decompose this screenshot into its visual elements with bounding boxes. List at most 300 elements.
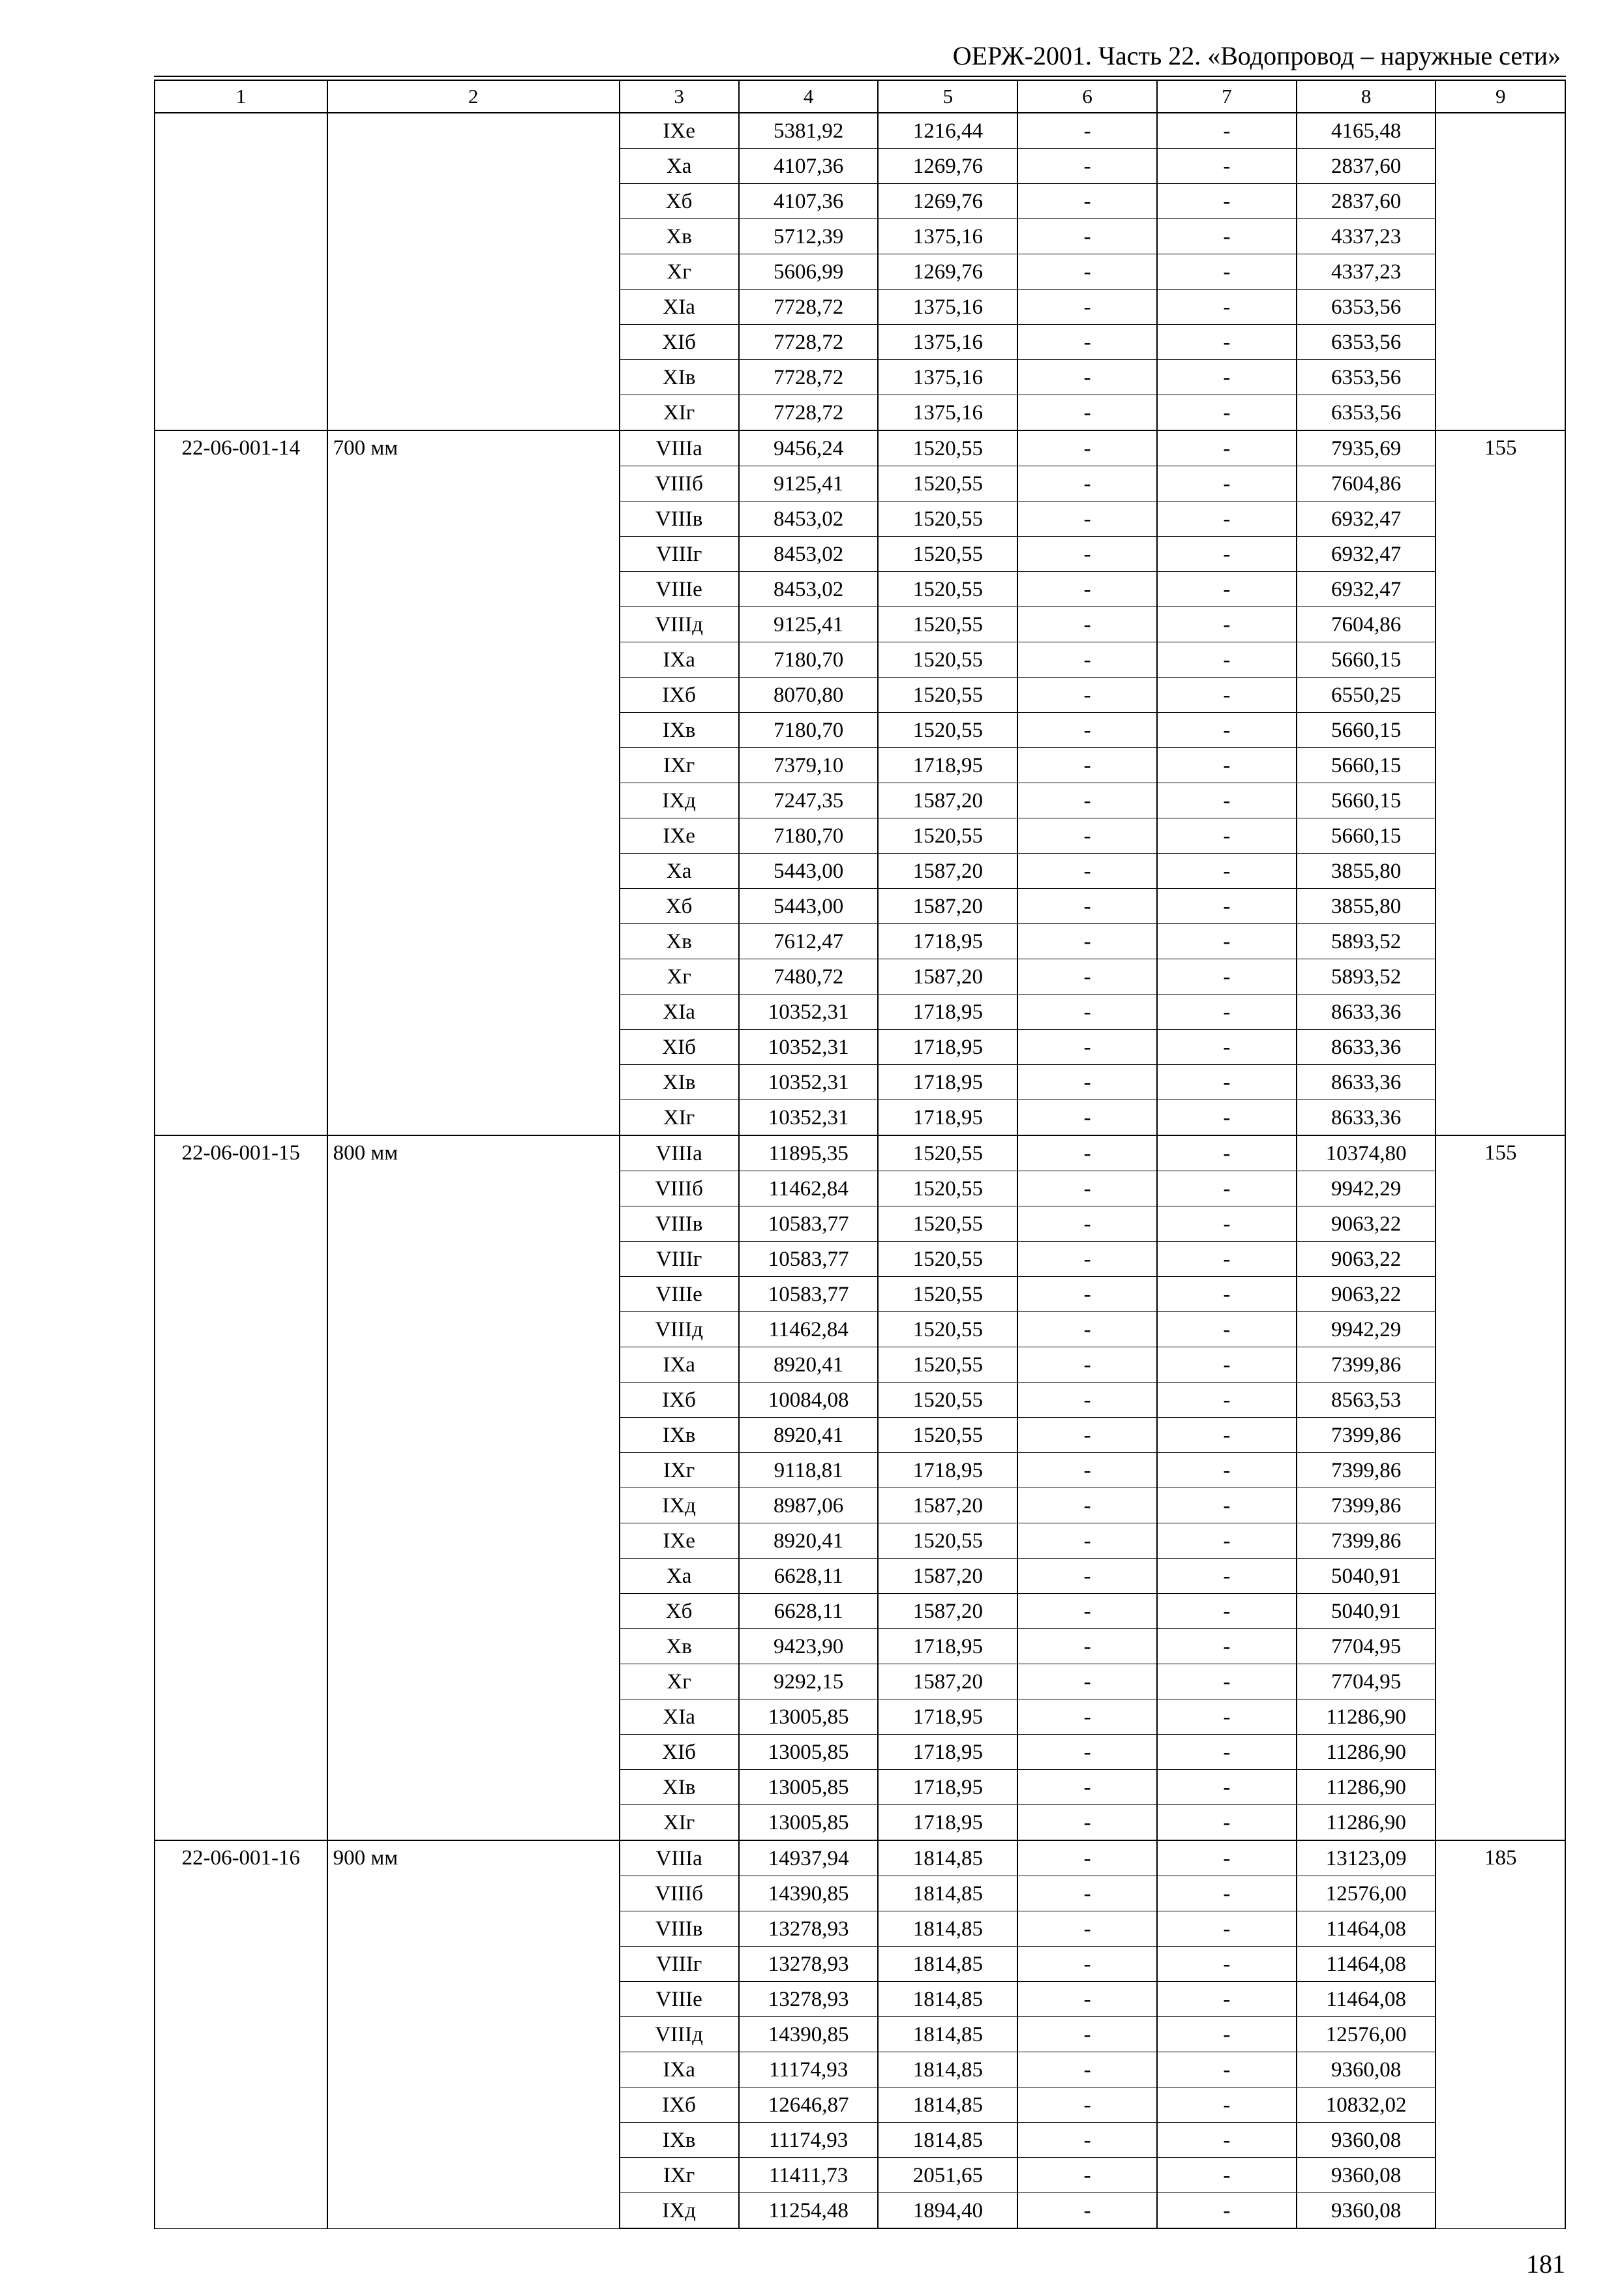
total-cost-cell: 5606,99 (739, 254, 879, 290)
materials-cell: 11464,08 (1297, 1947, 1436, 1982)
column-number: 2 (327, 80, 620, 113)
machines-cell: - (1017, 395, 1157, 431)
machines-cell: - (1017, 1383, 1157, 1418)
materials-cell: 5660,15 (1297, 748, 1436, 783)
wages-cell: 1718,95 (878, 1453, 1017, 1488)
rate-code-cell: 22-06-001-16 (155, 1840, 327, 2228)
driver-wages-cell: - (1157, 1242, 1297, 1277)
machines-cell: - (1017, 501, 1157, 537)
driver-wages-cell: - (1157, 1523, 1297, 1559)
wages-cell: 1520,55 (878, 572, 1017, 607)
total-cost-cell: 9125,41 (739, 466, 879, 501)
materials-cell: 4337,23 (1297, 254, 1436, 290)
total-cost-cell: 7180,70 (739, 713, 879, 748)
total-cost-cell: 11462,84 (739, 1171, 879, 1206)
materials-cell: 12576,00 (1297, 2017, 1436, 2052)
machines-cell: - (1017, 360, 1157, 395)
wages-cell: 1216,44 (878, 113, 1017, 149)
wages-cell: 1718,95 (878, 924, 1017, 959)
zone-cell: VIIIб (620, 466, 739, 501)
zone-cell: IXд (620, 1488, 739, 1523)
machines-cell: - (1017, 959, 1157, 995)
driver-wages-cell: - (1157, 113, 1297, 149)
total-cost-cell: 11411,73 (739, 2158, 879, 2193)
rate-name-cell: 700 мм (327, 430, 620, 1135)
machines-cell: - (1017, 1347, 1157, 1383)
machines-cell: - (1017, 184, 1157, 219)
driver-wages-cell: - (1157, 1206, 1297, 1242)
total-cost-cell: 7247,35 (739, 783, 879, 818)
machines-cell: - (1017, 1805, 1157, 1841)
machines-cell: - (1017, 1418, 1157, 1453)
zone-cell: Xб (620, 1594, 739, 1629)
materials-cell: 6353,56 (1297, 325, 1436, 360)
wages-cell: 1587,20 (878, 959, 1017, 995)
zone-cell: IXв (620, 2123, 739, 2158)
machines-cell: - (1017, 219, 1157, 254)
total-cost-cell: 5381,92 (739, 113, 879, 149)
zone-cell: IXe (620, 113, 739, 149)
materials-cell: 7935,69 (1297, 430, 1436, 466)
wages-cell: 1520,55 (878, 501, 1017, 537)
wages-cell: 1269,76 (878, 254, 1017, 290)
materials-cell: 8633,36 (1297, 1065, 1436, 1100)
driver-wages-cell: - (1157, 959, 1297, 995)
column-number: 1 (155, 80, 327, 113)
driver-wages-cell: - (1157, 1065, 1297, 1100)
header-title: ОЕРЖ-2001. Часть 22. «Водопровод – наружные сети» (952, 41, 1561, 70)
total-cost-cell: 14937,94 (739, 1840, 879, 1876)
wages-cell: 2051,65 (878, 2158, 1017, 2193)
column-number-row (155, 80, 1565, 113)
zone-cell: XIв (620, 1770, 739, 1805)
zone-cell: XIг (620, 1100, 739, 1136)
machines-cell: - (1017, 1277, 1157, 1312)
wages-cell: 1520,55 (878, 1171, 1017, 1206)
total-cost-cell: 13005,85 (739, 1735, 879, 1770)
driver-wages-cell: - (1157, 1100, 1297, 1136)
total-cost-cell: 7728,72 (739, 395, 879, 431)
total-cost-cell: 7480,72 (739, 959, 879, 995)
machines-cell: - (1017, 607, 1157, 642)
total-cost-cell: 7180,70 (739, 818, 879, 854)
total-cost-cell: 5443,00 (739, 854, 879, 889)
machines-cell: - (1017, 2158, 1157, 2193)
driver-wages-cell: - (1157, 1629, 1297, 1664)
wages-cell: 1587,20 (878, 1559, 1017, 1594)
total-cost-cell: 10352,31 (739, 1100, 879, 1136)
total-cost-cell: 14390,85 (739, 1876, 879, 1911)
wages-cell: 1520,55 (878, 1206, 1017, 1242)
wages-cell: 1520,55 (878, 1242, 1017, 1277)
machines-cell: - (1017, 325, 1157, 360)
wages-cell: 1587,20 (878, 854, 1017, 889)
machines-cell: - (1017, 642, 1157, 678)
wages-cell: 1587,20 (878, 1488, 1017, 1523)
materials-cell: 7399,86 (1297, 1418, 1436, 1453)
materials-cell: 7604,86 (1297, 607, 1436, 642)
zone-cell: XIб (620, 325, 739, 360)
machines-cell: - (1017, 1629, 1157, 1664)
total-cost-cell: 9125,41 (739, 607, 879, 642)
driver-wages-cell: - (1157, 1699, 1297, 1735)
total-cost-cell: 8453,02 (739, 501, 879, 537)
zone-cell: VIIIa (620, 1135, 739, 1171)
machines-cell: - (1017, 854, 1157, 889)
materials-cell: 6353,56 (1297, 395, 1436, 431)
driver-wages-cell: - (1157, 1735, 1297, 1770)
wages-cell: 1718,95 (878, 995, 1017, 1030)
rate-name-cell (327, 113, 620, 430)
driver-wages-cell: - (1157, 2158, 1297, 2193)
machines-cell: - (1017, 1559, 1157, 1594)
zone-cell: XIa (620, 995, 739, 1030)
zone-cell: VIIIe (620, 1982, 739, 2017)
zone-cell: XIв (620, 1065, 739, 1100)
wages-cell: 1814,85 (878, 1982, 1017, 2017)
machines-cell: - (1017, 537, 1157, 572)
wages-cell: 1520,55 (878, 1312, 1017, 1347)
materials-cell: 7604,86 (1297, 466, 1436, 501)
materials-cell: 5660,15 (1297, 818, 1436, 854)
page-header (154, 39, 1566, 72)
materials-cell: 4337,23 (1297, 219, 1436, 254)
rate-name-cell: 800 мм (327, 1135, 620, 1840)
wages-cell: 1269,76 (878, 184, 1017, 219)
wages-cell: 1814,85 (878, 2123, 1017, 2158)
materials-cell: 11464,08 (1297, 1911, 1436, 1947)
materials-cell: 7399,86 (1297, 1488, 1436, 1523)
driver-wages-cell: - (1157, 572, 1297, 607)
machines-cell: - (1017, 430, 1157, 466)
driver-wages-cell: - (1157, 1805, 1297, 1841)
driver-wages-cell: - (1157, 1418, 1297, 1453)
machines-cell: - (1017, 1065, 1157, 1100)
materials-cell: 6932,47 (1297, 537, 1436, 572)
materials-cell: 5893,52 (1297, 959, 1436, 995)
zone-cell: IXa (620, 2052, 739, 2087)
wages-cell: 1520,55 (878, 713, 1017, 748)
wages-cell: 1375,16 (878, 360, 1017, 395)
zone-cell: Xг (620, 1664, 739, 1699)
wages-cell: 1814,85 (878, 1911, 1017, 1947)
driver-wages-cell: - (1157, 325, 1297, 360)
machines-cell: - (1017, 1876, 1157, 1911)
zone-cell: VIIIг (620, 1947, 739, 1982)
wages-cell: 1718,95 (878, 1629, 1017, 1664)
zone-cell: XIa (620, 1699, 739, 1735)
wages-cell: 1814,85 (878, 1840, 1017, 1876)
machines-cell: - (1017, 1947, 1157, 1982)
total-cost-cell: 7728,72 (739, 360, 879, 395)
driver-wages-cell: - (1157, 537, 1297, 572)
zone-cell: Xa (620, 854, 739, 889)
driver-wages-cell: - (1157, 1559, 1297, 1594)
total-cost-cell: 7379,10 (739, 748, 879, 783)
wages-cell: 1814,85 (878, 1947, 1017, 1982)
zone-cell: VIIIг (620, 1242, 739, 1277)
total-cost-cell: 4107,36 (739, 149, 879, 184)
zone-cell: IXa (620, 642, 739, 678)
wages-cell: 1520,55 (878, 537, 1017, 572)
driver-wages-cell: - (1157, 290, 1297, 325)
zone-cell: Xб (620, 184, 739, 219)
driver-wages-cell: - (1157, 254, 1297, 290)
total-cost-cell: 10352,31 (739, 995, 879, 1030)
materials-cell: 10374,80 (1297, 1135, 1436, 1171)
wages-cell: 1520,55 (878, 642, 1017, 678)
zone-cell: VIIIб (620, 1171, 739, 1206)
total-cost-cell: 6628,11 (739, 1559, 879, 1594)
zone-cell: IXб (620, 678, 739, 713)
materials-cell: 11464,08 (1297, 1982, 1436, 2017)
rate-code-cell: 22-06-001-15 (155, 1135, 327, 1840)
driver-wages-cell: - (1157, 818, 1297, 854)
zone-cell: XIa (620, 290, 739, 325)
materials-cell: 8563,53 (1297, 1383, 1436, 1418)
zone-cell: Xг (620, 959, 739, 995)
wages-cell: 1375,16 (878, 325, 1017, 360)
materials-cell: 6550,25 (1297, 678, 1436, 713)
total-cost-cell: 13005,85 (739, 1770, 879, 1805)
driver-wages-cell: - (1157, 854, 1297, 889)
total-cost-cell: 13278,93 (739, 1982, 879, 2017)
wages-cell: 1894,40 (878, 2193, 1017, 2229)
materials-cell: 5893,52 (1297, 924, 1436, 959)
driver-wages-cell: - (1157, 149, 1297, 184)
driver-wages-cell: - (1157, 184, 1297, 219)
zone-cell: XIг (620, 1805, 739, 1841)
total-cost-cell: 11462,84 (739, 1312, 879, 1347)
wages-cell: 1375,16 (878, 395, 1017, 431)
wages-cell: 1520,55 (878, 1383, 1017, 1418)
wages-cell: 1718,95 (878, 1699, 1017, 1735)
wages-cell: 1814,85 (878, 1876, 1017, 1911)
wages-cell: 1269,76 (878, 149, 1017, 184)
machines-cell: - (1017, 924, 1157, 959)
total-cost-cell: 4107,36 (739, 184, 879, 219)
zone-cell: Xг (620, 254, 739, 290)
machines-cell: - (1017, 1030, 1157, 1065)
materials-cell: 7704,95 (1297, 1629, 1436, 1664)
rate-name-cell: 900 мм (327, 1840, 620, 2228)
machines-cell: - (1017, 1242, 1157, 1277)
total-cost-cell: 11895,35 (739, 1135, 879, 1171)
zone-cell: IXe (620, 1523, 739, 1559)
zone-cell: VIIIб (620, 1876, 739, 1911)
total-cost-cell: 10583,77 (739, 1242, 879, 1277)
wages-cell: 1520,55 (878, 430, 1017, 466)
zone-cell: Xв (620, 219, 739, 254)
driver-wages-cell: - (1157, 1840, 1297, 1876)
zone-cell: VIIIв (620, 1911, 739, 1947)
wages-cell: 1814,85 (878, 2017, 1017, 2052)
driver-wages-cell: - (1157, 430, 1297, 466)
total-cost-cell: 5712,39 (739, 219, 879, 254)
wages-cell: 1520,55 (878, 1135, 1017, 1171)
driver-wages-cell: - (1157, 2087, 1297, 2123)
labor-cell: 155 (1436, 1135, 1565, 1840)
driver-wages-cell: - (1157, 1770, 1297, 1805)
machines-cell: - (1017, 1523, 1157, 1559)
wages-cell: 1587,20 (878, 1594, 1017, 1629)
driver-wages-cell: - (1157, 1876, 1297, 1911)
materials-cell: 6932,47 (1297, 572, 1436, 607)
wages-cell: 1718,95 (878, 748, 1017, 783)
total-cost-cell: 10352,31 (739, 1065, 879, 1100)
driver-wages-cell: - (1157, 1488, 1297, 1523)
total-cost-cell: 11174,93 (739, 2052, 879, 2087)
driver-wages-cell: - (1157, 2193, 1297, 2229)
machines-cell: - (1017, 713, 1157, 748)
column-number: 5 (878, 80, 1017, 113)
zone-cell: IXд (620, 2193, 739, 2229)
zone-cell: Xa (620, 149, 739, 184)
materials-cell: 7399,86 (1297, 1453, 1436, 1488)
driver-wages-cell: - (1157, 1135, 1297, 1171)
driver-wages-cell: - (1157, 360, 1297, 395)
materials-cell: 8633,36 (1297, 995, 1436, 1030)
materials-cell: 11286,90 (1297, 1699, 1436, 1735)
driver-wages-cell: - (1157, 2052, 1297, 2087)
machines-cell: - (1017, 113, 1157, 149)
wages-cell: 1520,55 (878, 607, 1017, 642)
wages-cell: 1718,95 (878, 1030, 1017, 1065)
machines-cell: - (1017, 1171, 1157, 1206)
rate-code-cell: 22-06-001-14 (155, 430, 327, 1135)
labor-cell: 155 (1436, 430, 1565, 1135)
total-cost-cell: 10583,77 (739, 1277, 879, 1312)
materials-cell: 13123,09 (1297, 1840, 1436, 1876)
driver-wages-cell: - (1157, 1171, 1297, 1206)
column-number: 8 (1297, 80, 1436, 113)
machines-cell: - (1017, 572, 1157, 607)
materials-cell: 6932,47 (1297, 501, 1436, 537)
driver-wages-cell: - (1157, 889, 1297, 924)
machines-cell: - (1017, 2052, 1157, 2087)
wages-cell: 1375,16 (878, 219, 1017, 254)
driver-wages-cell: - (1157, 1347, 1297, 1383)
wages-cell: 1520,55 (878, 1277, 1017, 1312)
zone-cell: IXг (620, 748, 739, 783)
total-cost-cell: 10583,77 (739, 1206, 879, 1242)
zone-cell: Xв (620, 924, 739, 959)
driver-wages-cell: - (1157, 1383, 1297, 1418)
table-row (155, 1135, 1565, 1171)
driver-wages-cell: - (1157, 713, 1297, 748)
machines-cell: - (1017, 2087, 1157, 2123)
total-cost-cell: 9118,81 (739, 1453, 879, 1488)
driver-wages-cell: - (1157, 2017, 1297, 2052)
labor-cell (1436, 113, 1565, 430)
materials-cell: 9063,22 (1297, 1242, 1436, 1277)
driver-wages-cell: - (1157, 995, 1297, 1030)
materials-cell: 2837,60 (1297, 184, 1436, 219)
driver-wages-cell: - (1157, 678, 1297, 713)
wages-cell: 1718,95 (878, 1770, 1017, 1805)
materials-cell: 6353,56 (1297, 360, 1436, 395)
table-row (155, 430, 1565, 466)
wages-cell: 1587,20 (878, 889, 1017, 924)
zone-cell: XIв (620, 360, 739, 395)
materials-cell: 10832,02 (1297, 2087, 1436, 2123)
column-number: 6 (1017, 80, 1157, 113)
total-cost-cell: 5443,00 (739, 889, 879, 924)
total-cost-cell: 8453,02 (739, 572, 879, 607)
zone-cell: IXг (620, 2158, 739, 2193)
driver-wages-cell: - (1157, 1982, 1297, 2017)
zone-cell: XIг (620, 395, 739, 431)
labor-cell: 185 (1436, 1840, 1565, 2228)
zone-cell: VIIIд (620, 2017, 739, 2052)
wages-cell: 1587,20 (878, 1664, 1017, 1699)
total-cost-cell: 13278,93 (739, 1947, 879, 1982)
machines-cell: - (1017, 818, 1157, 854)
materials-cell: 9063,22 (1297, 1277, 1436, 1312)
machines-cell: - (1017, 995, 1157, 1030)
header-rule-thick (154, 76, 1566, 77)
zone-cell: VIIIe (620, 1277, 739, 1312)
wages-cell: 1587,20 (878, 783, 1017, 818)
machines-cell: - (1017, 783, 1157, 818)
driver-wages-cell: - (1157, 2123, 1297, 2158)
materials-cell: 6353,56 (1297, 290, 1436, 325)
total-cost-cell: 11254,48 (739, 2193, 879, 2229)
total-cost-cell: 9292,15 (739, 1664, 879, 1699)
rate-code-cell (155, 113, 327, 430)
driver-wages-cell: - (1157, 1664, 1297, 1699)
driver-wages-cell: - (1157, 1277, 1297, 1312)
zone-cell: XIб (620, 1030, 739, 1065)
wages-cell: 1718,95 (878, 1065, 1017, 1100)
driver-wages-cell: - (1157, 1947, 1297, 1982)
materials-cell: 5660,15 (1297, 783, 1436, 818)
zone-cell: IXв (620, 713, 739, 748)
wages-cell: 1520,55 (878, 1523, 1017, 1559)
materials-cell: 2837,60 (1297, 149, 1436, 184)
materials-cell: 9360,08 (1297, 2123, 1436, 2158)
total-cost-cell: 8920,41 (739, 1347, 879, 1383)
total-cost-cell: 9423,90 (739, 1629, 879, 1664)
total-cost-cell: 7180,70 (739, 642, 879, 678)
wages-cell: 1520,55 (878, 678, 1017, 713)
materials-cell: 5040,91 (1297, 1559, 1436, 1594)
wages-cell: 1718,95 (878, 1805, 1017, 1841)
zone-cell: VIIIa (620, 430, 739, 466)
column-number: 7 (1157, 80, 1297, 113)
driver-wages-cell: - (1157, 1030, 1297, 1065)
wages-cell: 1520,55 (878, 1347, 1017, 1383)
wages-cell: 1814,85 (878, 2052, 1017, 2087)
zone-cell: IXa (620, 1347, 739, 1383)
table-row (155, 113, 1565, 149)
wages-cell: 1814,85 (878, 2087, 1017, 2123)
driver-wages-cell: - (1157, 748, 1297, 783)
materials-cell: 4165,48 (1297, 113, 1436, 149)
zone-cell: VIIIв (620, 501, 739, 537)
wages-cell: 1520,55 (878, 466, 1017, 501)
zone-cell: VIIIв (620, 1206, 739, 1242)
machines-cell: - (1017, 748, 1157, 783)
total-cost-cell: 6628,11 (739, 1594, 879, 1629)
column-number: 9 (1436, 80, 1565, 113)
zone-cell: Xв (620, 1629, 739, 1664)
driver-wages-cell: - (1157, 924, 1297, 959)
driver-wages-cell: - (1157, 395, 1297, 431)
driver-wages-cell: - (1157, 642, 1297, 678)
machines-cell: - (1017, 1594, 1157, 1629)
materials-cell: 9360,08 (1297, 2052, 1436, 2087)
